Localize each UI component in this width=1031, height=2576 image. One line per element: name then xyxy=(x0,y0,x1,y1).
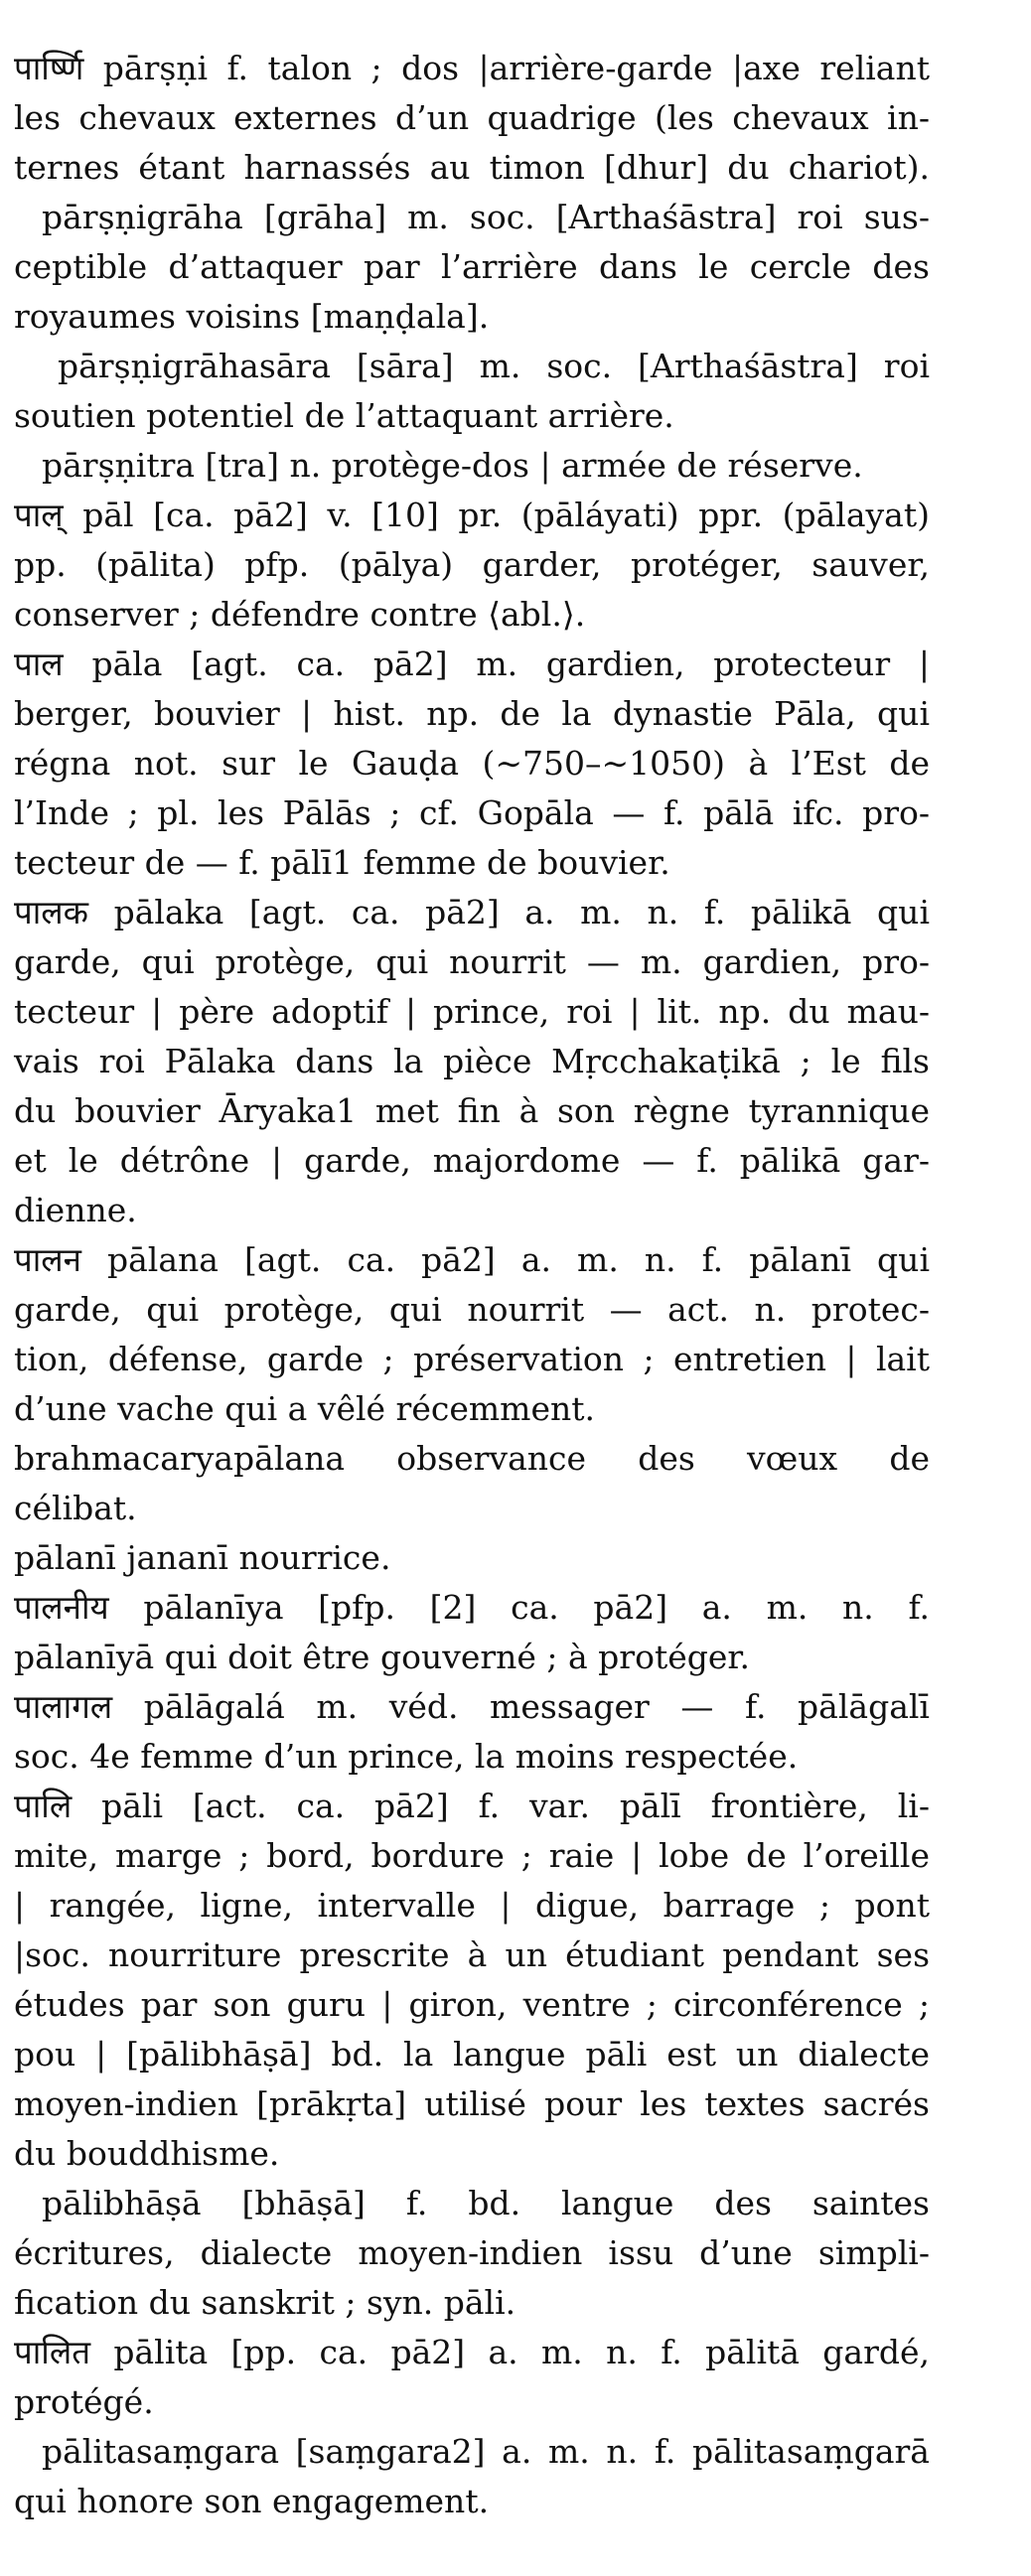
text-line: protégé. xyxy=(14,2382,154,2421)
text-line: pālanī jananī nourrice. xyxy=(14,1538,391,1577)
text-line: tecteur | père adoptif | prince, roi | lit. np. du mau- xyxy=(14,992,930,1031)
text-line: berger, bouvier | hist. np. de la dynastie Pāla, qui xyxy=(14,694,930,733)
text-line: brahmacaryapālana observance des vœux de xyxy=(14,1439,930,1478)
text-line: les chevaux externes d’un quadrige (les chevaux in- xyxy=(14,98,930,137)
text-line: fication du sanskrit ; syn. pāli. xyxy=(14,2283,516,2322)
text-line: mite, marge ; bord, bordure ; raie | lobe de l’oreille xyxy=(14,1836,930,1875)
text-line: conserver ; défendre contre ⟨abl.⟩. xyxy=(14,595,586,634)
text-line: पालनीय pālanīya [pfp. [2] ca. pā2] a. m. n. f. xyxy=(14,1588,930,1627)
text-line: dienne. xyxy=(14,1191,137,1229)
text-line: garde, qui protège, qui nourrit — act. n. protec- xyxy=(14,1290,930,1329)
text-line: pou | [pālibhāṣā] bd. la langue pāli est un dialecte xyxy=(14,2035,930,2074)
text-line: pp. (pālita) pfp. (pālya) garder, protéger, sauver, xyxy=(14,545,930,584)
text-line: et le détrône | garde, majordome — f. pālikā gar- xyxy=(14,1141,930,1180)
text-line: pārṣṇigrāhasāra [sāra] m. soc. [Arthaśāstra] roi xyxy=(58,347,930,385)
text-line: ceptible d’attaquer par l’arrière dans le cercle des xyxy=(14,247,930,286)
text-line: tecteur de — f. pālī1 femme de bouvier. xyxy=(14,843,670,882)
text-line: पालक pālaka [agt. ca. pā2] a. m. n. f. pālikā qui xyxy=(14,893,930,931)
text-line: pārṣṇitra [tra] n. protège-dos | armée de réserve. xyxy=(42,446,863,485)
text-line: | rangée, ligne, intervalle | digue, barrage ; pont xyxy=(14,1886,930,1925)
text-line: vais roi Pālaka dans la pièce Mṛcchakaṭikā ; le fils xyxy=(14,1042,930,1080)
text-line: ternes étant harnassés au timon [dhur] du chariot). xyxy=(14,148,930,187)
text-line: l’Inde ; pl. les Pālās ; cf. Gopāla — f. pālā ifc. pro- xyxy=(14,793,930,832)
text-line: पालन pālana [agt. ca. pā2] a. m. n. f. pālanī qui xyxy=(14,1240,930,1279)
text-line: études par son guru | giron, ventre ; circonférence ; xyxy=(14,1985,930,2024)
text-line: du bouddhisme. xyxy=(14,2134,280,2173)
text-line: पार्ष्णि pārṣṇi f. talon ; dos |arrière-garde |axe reliant xyxy=(14,49,930,87)
text-line: moyen-indien [prākṛta] utilisé pour les textes sacrés xyxy=(14,2084,930,2123)
text-line: pālanīyā qui doit être gouverné ; à protéger. xyxy=(14,1638,751,1676)
text-line: पालि pāli [act. ca. pā2] f. var. pālī frontière, li- xyxy=(14,1787,930,1825)
text-line: célibat. xyxy=(14,1489,137,1527)
text-line: soc. 4e femme d’un prince, la moins respectée. xyxy=(14,1737,799,1776)
text-line: pālibhāṣā [bhāṣā] f. bd. langue des saintes xyxy=(42,2184,930,2222)
text-line: garde, qui protège, qui nourrit — m. gardien, pro- xyxy=(14,942,930,981)
text-line: पाल् pāl [ca. pā2] v. [10] pr. (pāláyati) ppr. (pālayat) xyxy=(14,496,930,534)
text-line: du bouvier Āryaka1 met fin à son règne tyrannique xyxy=(14,1091,930,1130)
text-line: d’une vache qui a vêlé récemment. xyxy=(14,1389,595,1428)
text-line: पालित pālita [pp. ca. pā2] a. m. n. f. pālitā gardé, xyxy=(14,2333,930,2371)
text-line: pārṣṇigrāha [grāha] m. soc. [Arthaśāstra] roi sus- xyxy=(42,198,930,236)
text-line: पालागल pālāgalá m. véd. messager — f. pālāgalī xyxy=(14,1687,930,1726)
text-line: tion, défense, garde ; préservation ; entretien | lait xyxy=(14,1340,930,1378)
text-line: |soc. nourriture prescrite à un étudiant pendant ses xyxy=(14,1935,930,1974)
text-line: royaumes voisins [maṇḍala]. xyxy=(14,297,490,336)
text-line: qui honore son engagement. xyxy=(14,2482,490,2520)
text-line: पाल pāla [agt. ca. pā2] m. gardien, protecteur | xyxy=(14,644,930,683)
text-line: pālitasaṃgara [saṃgara2] a. m. n. f. pālitasaṃgarā xyxy=(42,2432,930,2471)
text-line: régna not. sur le Gauḍa (∼750–∼1050) à l’Est de xyxy=(14,744,930,783)
text-line: soutien potentiel de l’attaquant arrière. xyxy=(14,396,674,435)
text-line: écritures, dialecte moyen-indien issu d’une simpli- xyxy=(14,2233,930,2272)
